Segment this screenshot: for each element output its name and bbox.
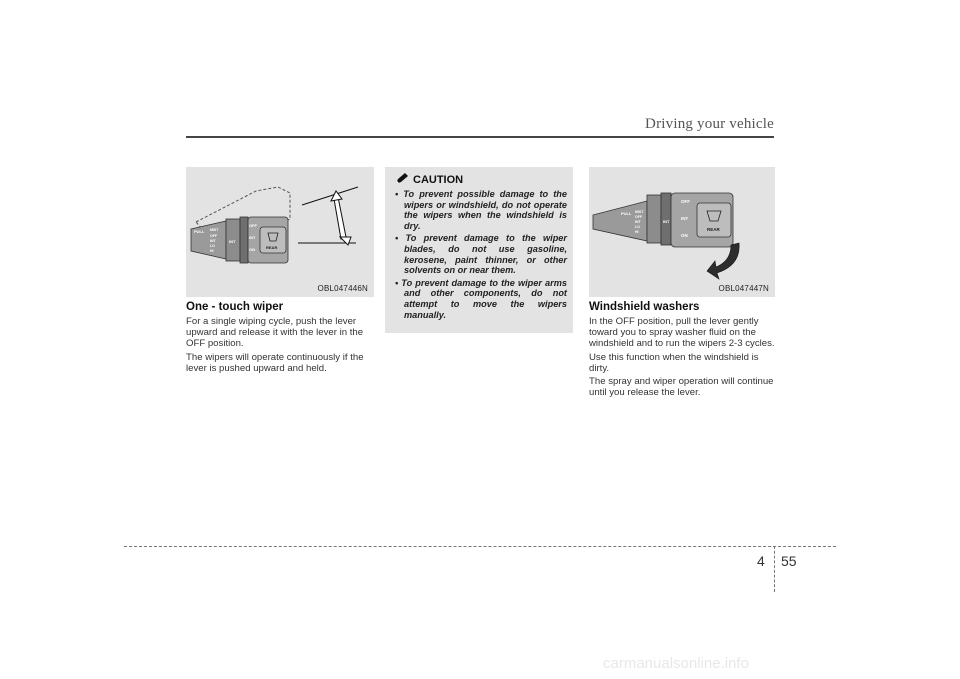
- caution-item: • To prevent possible damage to the wipers or windshield, do not operate the wipers when the windshield is dry.: [395, 189, 567, 231]
- figure-windshield-washers: [589, 167, 775, 297]
- footer-rule: [124, 546, 836, 547]
- header-rule: [186, 136, 774, 138]
- caution-heading: [395, 173, 463, 186]
- label-hi: HI: [210, 249, 214, 253]
- label-lo: LO: [210, 244, 215, 248]
- label-pull: PULL: [621, 211, 632, 216]
- figure-one-touch-wiper: [186, 167, 374, 297]
- label-int: INT: [635, 220, 641, 224]
- running-header: Driving your vehicle: [645, 116, 774, 132]
- caution-item: • To prevent damage to the wiper arms and other components, do not attempt to move the wipers manually.: [395, 277, 567, 320]
- label-rear-off: OFF: [681, 199, 690, 204]
- label-off: OFF: [210, 234, 217, 238]
- label-rear-on: ON: [249, 247, 255, 252]
- watermark: carmanualsonline.info: [603, 655, 749, 672]
- label-int-ring: INT: [229, 239, 236, 244]
- figure-code: OBL047446N: [317, 284, 368, 293]
- page-number: 55: [781, 553, 797, 569]
- label-rear-int: INT: [681, 216, 689, 221]
- caution-item: • To prevent damage to the wiper blades, do not use gasoline, kerosene, paint thinner, or other solvents on or near them.: [395, 233, 567, 276]
- label-rear-off: OFF: [249, 223, 257, 228]
- section-windshield-washers: [589, 301, 775, 400]
- footer-divider: [774, 546, 775, 592]
- paragraph: For a single wiping cycle, push the lever upward and release it with the lever in the OFF position.: [186, 316, 364, 350]
- label-hi: HI: [635, 230, 639, 234]
- label-rear-on: ON: [681, 233, 688, 238]
- caution-list: [395, 189, 567, 322]
- label-int-ring: INT: [663, 219, 670, 224]
- paragraph: Use this function when the windshield is dirty.: [589, 351, 759, 374]
- section-title: Windshield washers: [589, 301, 700, 313]
- label-off: OFF: [635, 215, 642, 219]
- section-one-touch-wiper: [186, 301, 374, 376]
- caution-pencil-icon: [395, 173, 409, 185]
- label-int: INT: [210, 239, 216, 243]
- label-rear-int: INT: [249, 235, 256, 240]
- wiper-lever-pull-illustration: [589, 167, 775, 297]
- paragraph: The spray and wiper operation will continue until you release the lever.: [589, 376, 774, 399]
- section-title: One - touch wiper: [186, 301, 284, 313]
- label-rear: REAR: [266, 245, 278, 250]
- label-pull: PULL: [194, 229, 205, 234]
- paragraph: In the OFF position, pull the lever gently toward you to spray washer fluid on the windshield and to run the wipers 2-3 cycles.: [589, 316, 775, 350]
- label-mist: MIST: [210, 228, 219, 232]
- chapter-number: 4: [757, 553, 765, 569]
- label-rear: REAR: [707, 227, 720, 232]
- label-lo: LO: [635, 225, 640, 229]
- paragraph: The wipers will operate continuously if the lever is pushed upward and held.: [186, 351, 364, 374]
- caution-label: CAUTION: [413, 174, 464, 186]
- figure-code: OBL047447N: [718, 284, 769, 293]
- label-mist: MIST: [635, 210, 644, 214]
- caution-box: [385, 167, 573, 333]
- wiper-lever-push-illustration: [186, 167, 374, 297]
